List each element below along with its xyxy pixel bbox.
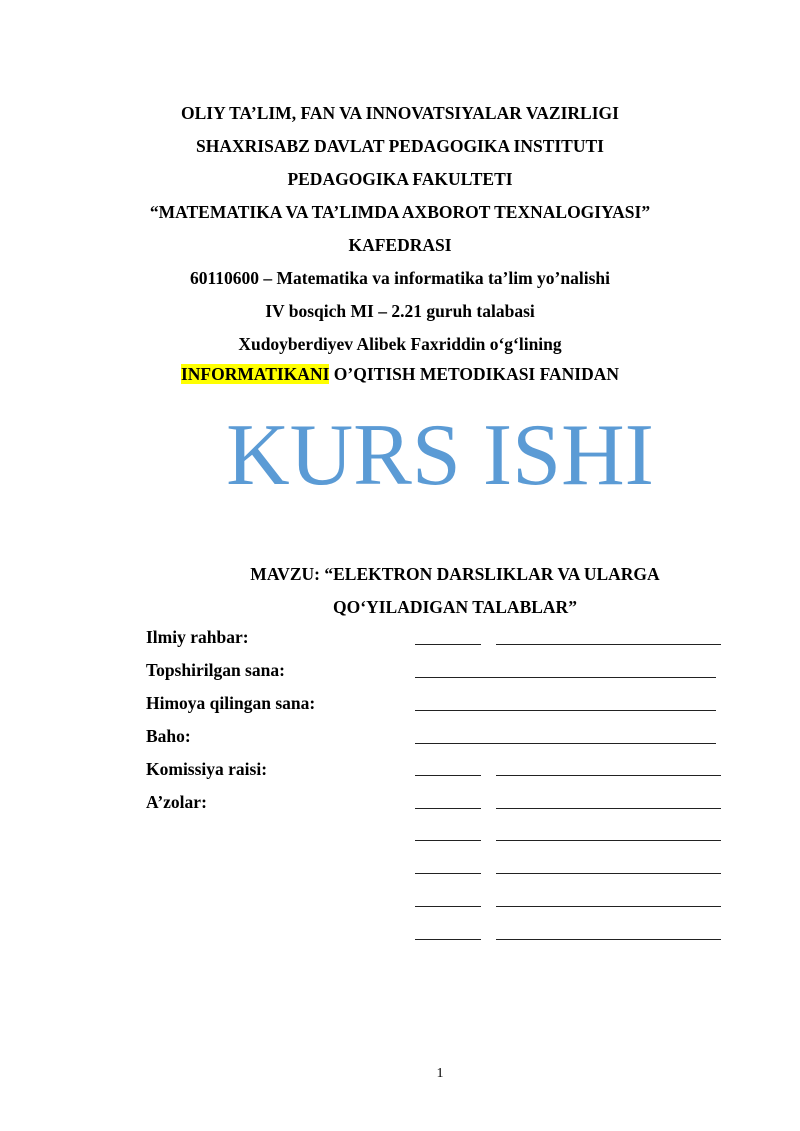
- signature-blank: [415, 906, 481, 907]
- field-label-grade: Baho:: [146, 726, 191, 746]
- department-suffix: KAFEDRASI: [348, 235, 452, 255]
- field-label-commission-chair: Komissiya raisi:: [146, 759, 268, 779]
- signature-blank: [415, 873, 481, 874]
- name-blank: [496, 644, 721, 645]
- page-number: 1: [436, 1066, 444, 1081]
- grade-blank: [415, 743, 716, 744]
- signature-blank: [415, 808, 481, 809]
- signature-blank: [415, 939, 481, 940]
- name-blank: [496, 840, 721, 841]
- name-blank: [496, 873, 721, 874]
- topic-line-2: QO‘YILADIGAN TALABLAR”: [333, 597, 577, 617]
- direction-line: 60110600 – Matematika va informatika ta’lim yo’nalishi: [190, 268, 610, 288]
- field-label-defense-date: Himoya qilingan sana:: [146, 693, 316, 713]
- signature-blank: [415, 644, 481, 645]
- defense-date-blank: [415, 710, 716, 711]
- department-heading: “MATEMATIKA VA TA’LIMDA AXBOROT TEXNALOGIYASI”: [149, 202, 651, 222]
- faculty-heading: PEDAGOGIKA FAKULTETI: [287, 169, 513, 189]
- signature-blank: [415, 840, 481, 841]
- subject-rest: O’QITISH METODIKASI FANIDAN: [329, 364, 620, 384]
- document-title: KURS ISHI: [226, 407, 654, 504]
- name-blank: [496, 775, 721, 776]
- name-blank: [496, 939, 721, 940]
- ministry-heading: OLIY TA’LIM, FAN VA INNOVATSIYALAR VAZIRLIGI: [181, 103, 619, 123]
- field-label-submitted-date: Topshirilgan sana:: [146, 660, 285, 680]
- institute-heading: SHAXRISABZ DAVLAT PEDAGOGIKA INSTITUTI: [196, 136, 604, 156]
- student-name: Xudoyberdiyev Alibek Faxriddin o‘g‘lining: [238, 334, 562, 354]
- field-label-supervisor: Ilmiy rahbar:: [146, 627, 249, 647]
- name-blank: [496, 808, 721, 809]
- submitted-date-blank: [415, 677, 716, 678]
- signature-blank: [415, 775, 481, 776]
- field-label-members: A’zolar:: [146, 792, 207, 812]
- subject-highlight: INFORMATIKANI: [180, 364, 330, 384]
- subject-line: [0, 363, 800, 385]
- group-line: IV bosqich MI – 2.21 guruh talabasi: [265, 301, 535, 321]
- name-blank: [496, 906, 721, 907]
- topic-line-1: MAVZU: “ELEKTRON DARSLIKLAR VA ULARGA: [250, 564, 660, 584]
